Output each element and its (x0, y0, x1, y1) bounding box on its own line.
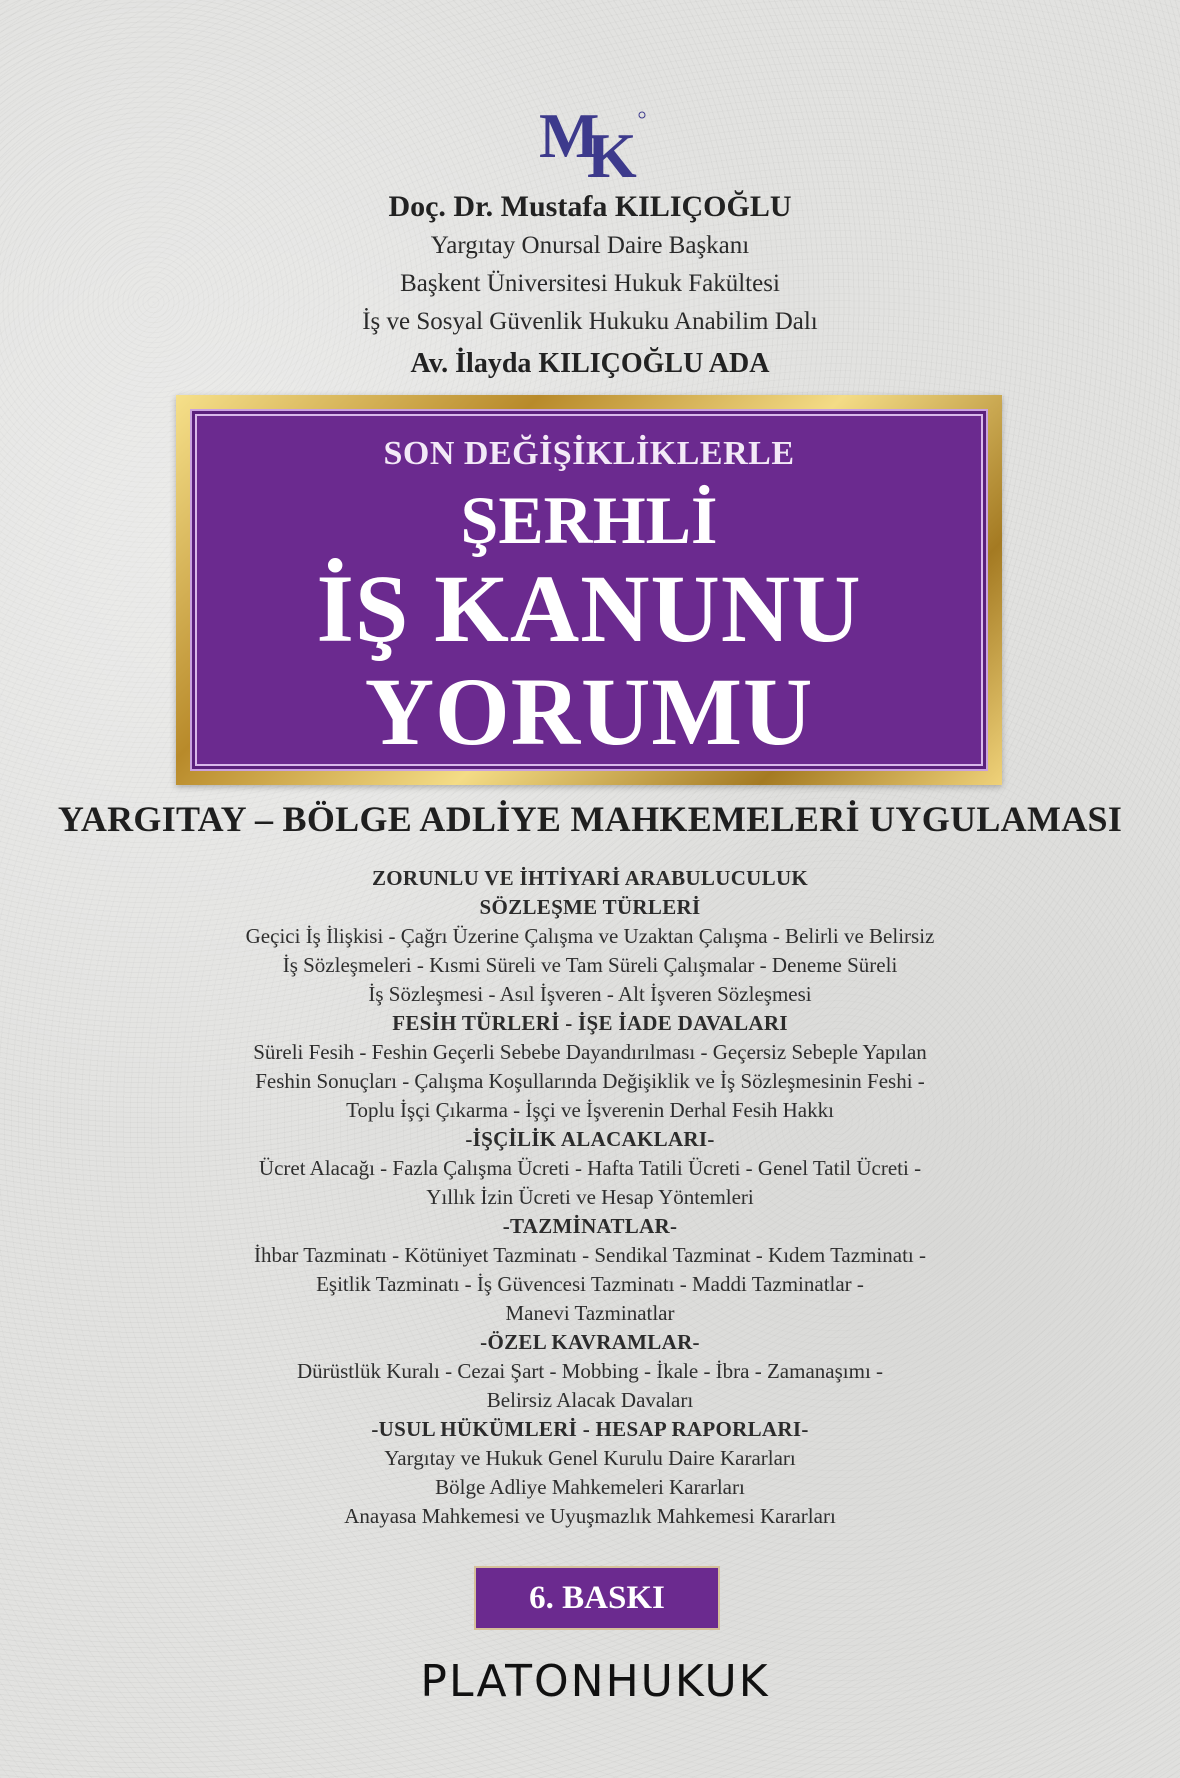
title-plate-inner (190, 409, 988, 771)
contents-line: Belirsiz Alacak Davaları (486, 1388, 694, 1412)
contents-heading: -ÖZEL KAVRAMLAR- (480, 1330, 700, 1354)
publisher-logo (405, 1648, 785, 1728)
contents-line: Toplu İşçi Çıkarma - İşçi ve İşverenin Derhal Fesih Hakkı (346, 1098, 834, 1122)
publisher-name: PLATONHUKUK (420, 1656, 770, 1707)
contents-line: Eşitlik Tazminatı - İş Güvencesi Tazminatı - Maddi Tazminatlar - (316, 1272, 864, 1296)
contents-line: Ücret Alacağı - Fazla Çalışma Ücreti - Hafta Tatili Ücreti - Genel Tatil Ücreti - (258, 1156, 922, 1180)
contents-line: Feshin Sonuçları - Çalışma Koşullarında Değişiklik ve İş Sözleşmesinin Feshi - (255, 1069, 925, 1093)
author-affiliation: Başkent Üniversitesi Hukuk Fakültesi (400, 270, 780, 297)
book-title-line-1: ŞERHLİ (460, 482, 718, 558)
contents-heading: ZORUNLU VE İHTİYARİ ARABULUCULUK (371, 866, 809, 890)
title-plate (176, 395, 1002, 785)
author-affiliation: Yargıtay Onursal Daire Başkanı (430, 232, 750, 259)
contents-line: Yargıtay ve Hukuk Genel Kurulu Daire Kararları (384, 1446, 796, 1470)
contents-line: Anayasa Mahkemesi ve Uyuşmazlık Mahkemesi Kararları (344, 1504, 836, 1528)
contents-heading: -TAZMİNATLAR- (502, 1214, 678, 1238)
contents-line: Geçici İş İlişkisi - Çağrı Üzerine Çalışma ve Uzaktan Çalışma - Belirli ve Belirsiz (245, 924, 935, 948)
author-name: Doç. Dr. Mustafa KILIÇOĞLU (388, 190, 792, 223)
book-title-line-3: YORUMU (364, 658, 814, 765)
contents-heading: -İŞÇİLİK ALACAKLARI- (465, 1127, 715, 1151)
svg-text:M: M (539, 100, 600, 171)
contents-heading: -USUL HÜKÜMLERİ - HESAP RAPORLARI- (371, 1417, 809, 1441)
contents-heading: SÖZLEŞME TÜRLERİ (479, 895, 701, 919)
book-title-line-2: İŞ KANUNU (316, 555, 862, 662)
contents-line: İş Sözleşmeleri - Kısmi Süreli ve Tam Süreli Çalışmalar - Deneme Süreli (282, 953, 898, 977)
edition-badge: 6. BASKI (474, 1566, 720, 1630)
book-pretitle: SON DEĞİŞİKLİKLERLE (383, 435, 795, 472)
author-affiliation: İş ve Sosyal Güvenlik Hukuku Anabilim Dalı (362, 308, 818, 335)
contents-line: İhbar Tazminatı - Kötüniyet Tazminatı - Sendikal Tazminat - Kıdem Tazminatı - (254, 1243, 926, 1267)
contents-line: İş Sözleşmesi - Asıl İşveren - Alt İşveren Sözleşmesi (368, 982, 812, 1006)
contents-heading: FESİH TÜRLERİ - İŞE İADE DAVALARI (392, 1011, 788, 1035)
coauthor-name: Av. İlayda KILIÇOĞLU ADA (410, 348, 770, 379)
book-subtitle: YARGITAY – BÖLGE ADLİYE MAHKEMELERİ UYGULAMASI (57, 799, 1123, 839)
contents-line: Dürüstlük Kuralı - Cezai Şart - Mobbing - İkale - İbra - Zamanaşımı - (296, 1359, 884, 1383)
contents-line: Süreli Fesih - Feshin Geçerli Sebebe Dayandırılması - Geçersiz Sebeple Yapılan (253, 1040, 927, 1064)
contents-line: Manevi Tazminatlar (505, 1301, 675, 1325)
publisher-monogram-logo (535, 95, 655, 180)
svg-text:K: K (587, 120, 637, 180)
contents-line: Yıllık İzin Ücreti ve Hesap Yöntemleri (426, 1185, 754, 1209)
mk-monogram-icon (535, 95, 655, 180)
contents-line: Bölge Adliye Mahkemeleri Kararları (435, 1475, 745, 1499)
